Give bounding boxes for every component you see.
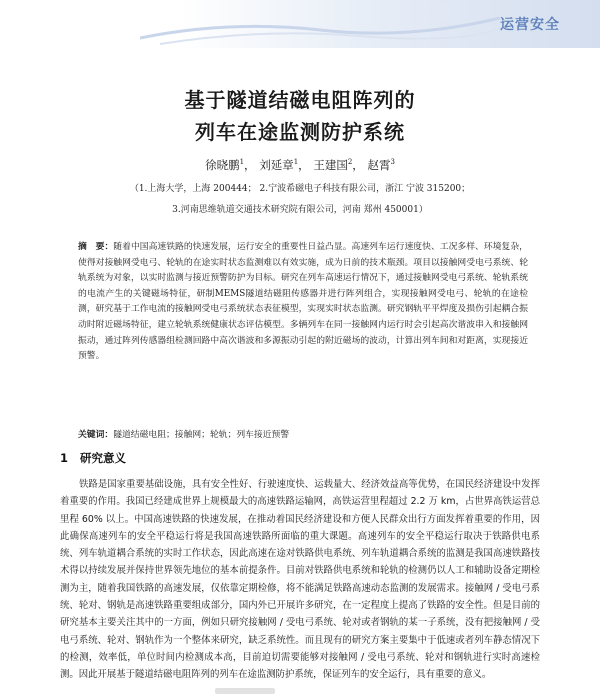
- article-title-line1: 基于隧道结磁电阻阵列的: [184, 88, 416, 112]
- author-affil-mark: 2: [347, 158, 353, 167]
- author-name: 刘延章: [259, 158, 294, 172]
- article-title-line2: 列车在途监测防护系统: [195, 120, 405, 144]
- section-title: 研究意义: [80, 451, 127, 465]
- author-affil-mark: 1: [239, 158, 245, 167]
- keywords-text: 隧道结磁电阻；接触网；轮轨；列车接近预警: [113, 430, 290, 440]
- section-number: 1: [60, 451, 69, 465]
- keywords: [78, 427, 528, 440]
- author-name: 赵霄: [367, 158, 391, 172]
- header-decoration-graphic: [140, 0, 500, 48]
- author-affil-mark: 1: [293, 158, 299, 167]
- author-name: 王建国: [313, 158, 348, 172]
- abstract-text: 随着中国高速铁路的快速发展，运行安全的重要性日益凸显。高速列车运行速度快、工况多样、环境复杂，使得对接触网受电弓、轮轨的在途实时状态监测难以有效实施，成为日前的技术瓶颈。项目以接触网受电弓系统、轮轨系统为对象，以实时监测与接近预警防护为目标。研究在列车高速运行情况下，通过接触网受电弓系统、轮轨系统的电流产生的关键磁场特征，研制MEMS隧道结磁阻传感器并进行阵列组合，实现接触网受电弓、轮轨的在途检测，研究基于工作电流的接触网受电弓系统状态表征模型，实现实时状态监测。研究钢轨平平焊度及损伤引起耦合振动时附近磁场特征，建立轮轨系统健康状态评估模型。多辆列车在同一接触网内运行时会引起高次谐波串入和接触网振动，通过阵列传感器组检测回路中高次谐波和多源振动引起的附近磁场的波动，计算出列车间和对距离，实现接近预警。: [78, 242, 528, 362]
- abstract: [78, 240, 528, 365]
- author-name: 徐晓鹏: [205, 158, 240, 172]
- author-list: 徐晓鹏$^1$， 刘延章$^1$， 王建国$^2$， 赵霄$^3$: [205, 158, 395, 172]
- abstract-label: 摘 要：: [78, 242, 114, 252]
- keywords-label: 关键词：: [78, 430, 114, 440]
- author-affil-mark: 3: [390, 158, 395, 167]
- journal-header-bar: [0, 0, 600, 48]
- affiliation-line2: 3.河南思维轨道交通技术研究院有限公司，河南 郑州 450001）: [172, 205, 428, 215]
- section-heading: [60, 450, 126, 466]
- affiliation-line1: （1.上海大学，上海 200444； 2.宁波希磁电子科技有限公司，浙江 宁波 315200；: [129, 184, 471, 194]
- page-bottom-fragment: [215, 688, 275, 694]
- section-tag: 运营安全: [500, 17, 560, 33]
- body-paragraph: 铁路是国家重要基础设施，具有安全性好、行驶速度快、运载量大、经济效益高等优势，在国民经济建设中发挥着重要的作用。我国已经建成世界上规模最大的高速铁路运输网，高铁运营里程超过 2.2 万 km，占世界高铁运营总里程 60% 以上。中国高速铁路的快速发展，在推动着国民经济建设和方便人民群众出行方面发挥着重要的作用，因此确保高速列车的安全平稳运行将是我国高速铁路所面临的重大课题。高速列车的安全平稳运行取决于铁路供电系统、列车轨道耦合系统的实时工作状态，因此高速在途对铁路供电系统、列车轨道耦合系统的监测是我国高速铁路技术得以持续发展并保持世界领先地位的基本前提条件。目前对铁路供电系统和轮轨的检测仍以人工和辅助设备定期检测为主，随着我国铁路的高速发展，仅依靠定期检修，将不能满足铁路高速动态监测的发展需求。接触网 / 受电弓系统、轮对、钢轨是高速铁路重要组成部分，国内外已开展许多研究，在一定程度上提高了铁路的安全性。但是目前的研究基本主要关注其中的一方面，例如只研究接触网 / 受电弓系统、轮对或者钢轨的某一子系统，没有把接触网 / 受电弓系统、轮对、钢轨作为一个整体来研究，缺乏系统性。而且现有的研究方案主要集中于低速或者列车静态情况下的检测，效率低，单位时间内检测成本高，目前迫切需要能够对接触网 / 受电弓系统、轮对和钢轨进行实时高速检测。因此开展基于隧道结磁电阻阵列的列车在途监测防护系统，保证列车的安全运行，具有重要的意义。: [60, 479, 540, 681]
